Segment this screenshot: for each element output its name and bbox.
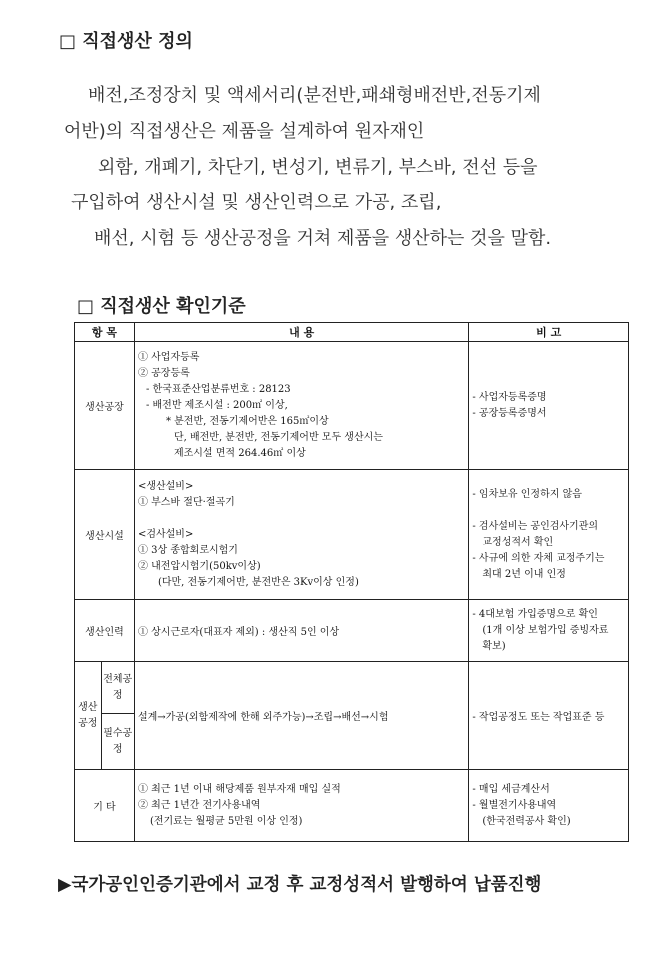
row-remarks-other: - 매입 세금계산서 - 월별전기사용내역 (한국전력공사 확인) [469,770,629,842]
row-subitem-all: 전체공정 [101,662,134,714]
row-remarks-factory: - 사업자등록증명 - 공장등록증명서 [469,342,629,470]
header-item: 항 목 [75,323,135,342]
section-title-criteria: □ 직접생산 확인기준 [77,296,246,317]
table-row [75,470,629,600]
row-item-process: 생산공정 [75,662,102,770]
section-title-definition: □ 직접생산 정의 [59,31,193,52]
criteria-table [74,322,629,842]
definition-line: 외함, 개폐기, 차단기, 변성기, 변류기, 부스바, 전선 등을 [98,157,538,178]
table-row [75,770,629,842]
header-remarks: 비 고 [469,323,629,342]
definition-line: 배전,조정장치 및 액세서리(분전반,패쇄형배전반,전동기제 [88,85,541,106]
definition-line: 어반)의 직접생산은 제품을 설계하여 원자재인 [64,121,425,142]
row-item-other: 기 타 [75,770,135,842]
row-remarks-workforce: - 4대보험 가입증명으로 확인 (1개 이상 보험가입 증빙자료 확보) [469,600,629,662]
row-remarks-process: - 작업공정도 또는 작업표준 등 [469,662,629,770]
row-content-process: 설계→가공(외함제작에 한해 외주가능)→조립→배선→시험 [134,662,468,770]
row-item-facility: 생산시설 [75,470,135,600]
row-content-workforce: ① 상시근로자(대표자 제외) : 생산직 5인 이상 [134,600,468,662]
table-row [75,600,629,662]
row-content-other: ① 최근 1년 이내 해당제품 원부자재 매입 실적 ② 최근 1년간 전기사용내역 (전기료는 월평균 5만원 이상 인정) [134,770,468,842]
row-content-factory: ① 사업자등록 ② 공장등록 - 한국표준산업분류번호 : 28123 - 배전반 제조시설 : 200㎡ 이상, * 분전반, 전동기제어반은 165㎡이상 단, 배전반, 분전반, 전동기제어반 모두 생산시는 제조시설 면적 264.46㎡ 이상 [134,342,468,470]
row-remarks-facility: - 임차보유 인정하지 않음 - 검사설비는 공인검사기관의 교정성적서 확인 - 사규에 의한 자체 교정주기는 최대 2년 이내 인정 [469,470,629,600]
table-row [75,662,629,714]
row-item-workforce: 생산인력 [75,600,135,662]
definition-line: 구입하여 생산시설 및 생산인력으로 가공, 조립, [71,192,442,213]
calibration-note: ▶국가공인인증기관에서 교정 후 교정성적서 발행하여 납품진행 [58,875,542,895]
table-header-row [75,323,629,342]
row-subitem-required: 필수공정 [101,714,134,770]
table-row [75,342,629,470]
row-content-facility: <생산설비> ① 부스바 절단·절곡기 <검사설비> ① 3상 종합회로시험기 ② 내전압시험기(50kv이상) (다만, 전동기제어반, 분전반은 3Kv이상 인정) [134,470,468,600]
row-item-factory: 생산공장 [75,342,135,470]
header-content: 내 용 [134,323,468,342]
definition-line: 배선, 시험 등 생산공정을 거쳐 제품을 생산하는 것을 말함. [94,228,552,249]
